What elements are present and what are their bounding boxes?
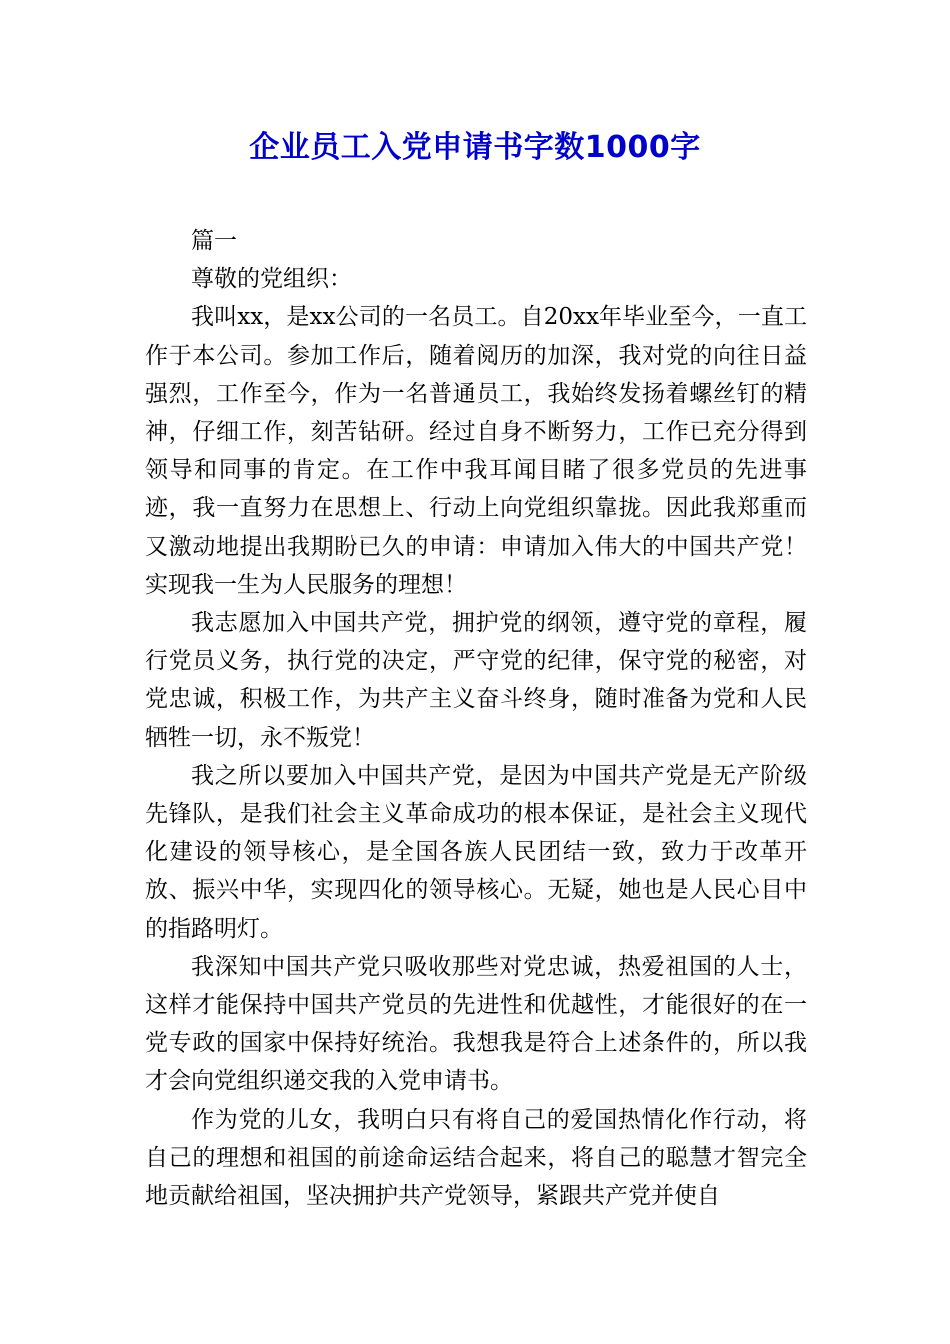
paragraph-3: 我之所以要加入中国共产党，是因为中国共产党是无产阶级先锋队，是我们社会主义革命成功的根本保证，是社会主义现代化建设的领导核心，是全国各族人民团结一致，致力于改革开放、振兴中华，实现四化的领导核心。无疑，她也是人民心目中的指路明灯。 (145, 762, 807, 942)
document-body (145, 222, 807, 1215)
section-label: 篇一 (191, 228, 237, 254)
salutation: 尊敬的党组织： (191, 266, 352, 293)
paragraph-2: 我志愿加入中国共产党，拥护党的纲领，遵守党的章程，履行党员义务，执行党的决定，严守党的纪律，保守党的秘密，对党忠诚，积极工作，为共产主义奋斗终身，随时准备为党和人民牺牲一切，永不叛党！ (145, 610, 807, 751)
paragraph-1: 我叫xx，是xx公司的一名员工。自20xx年毕业至今，一直工作于本公司。参加工作后，随着阅历的加深，我对党的向往日益强烈，工作至今，作为一名普通员工，我始终发扬着螺丝钉的精神，仔细工作，刻苦钻研。经过自身不断努力，工作已充分得到领导和同事的肯定。在工作中我耳闻目睹了很多党员的先进事迹，我一直努力在思想上、行动上向党组织靠拢。因此我郑重而又激动地提出我期盼已久的申请：申请加入伟大的中国共产党！实现我一生为人民服务的理想！ (145, 304, 807, 598)
paragraph-5: 作为党的儿女，我明白只有将自己的爱国热情化作行动，将自己的理想和祖国的前途命运结合起来，将自己的聪慧才智完全地贡献给祖国，坚决拥护共产党领导，紧跟共产党并使自 (145, 1106, 807, 1210)
document-title: 企业员工入党申请书字数1000字 (249, 130, 701, 165)
paragraph-4: 我深知中国共产党只吸收那些对党忠诚，热爱祖国的人士，这样才能保持中国共产党员的先进性和优越性，才能很好的在一党专政的国家中保持好统治。我想我是符合上述条件的，所以我才会向党组织递交我的入党申请书。 (145, 953, 807, 1095)
